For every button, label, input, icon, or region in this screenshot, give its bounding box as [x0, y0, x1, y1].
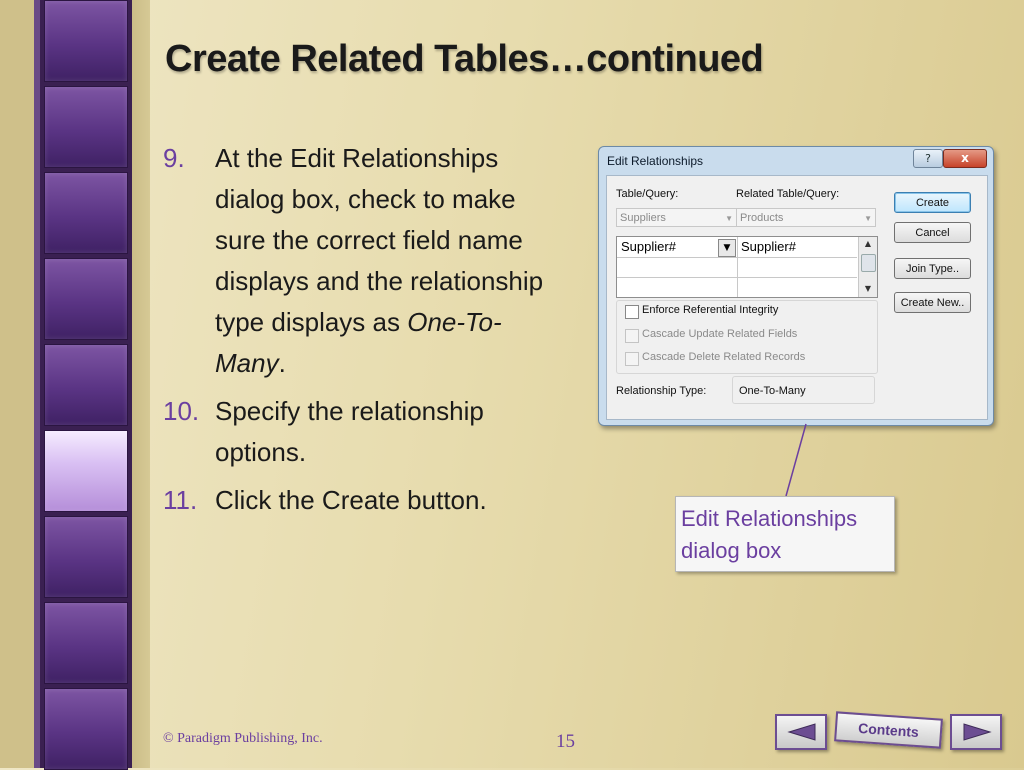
strip-cell — [44, 688, 128, 770]
cascade-update-label: Cascade Update Related Fields — [642, 328, 798, 340]
chevron-down-icon: ▼ — [725, 214, 733, 223]
cancel-button[interactable]: Cancel — [894, 222, 971, 243]
field-grid — [616, 236, 878, 298]
step-text: Specify the relationship options. — [215, 396, 484, 467]
strip-cell — [44, 258, 128, 340]
chevron-down-icon[interactable]: ▼ — [718, 239, 736, 257]
grid-divider — [737, 237, 738, 297]
close-button[interactable]: x — [943, 149, 987, 168]
step-text-part: At the Edit Relationships dialog box, check to make sure the correct field name displays and the relationship type displays as — [215, 143, 544, 337]
step-item — [163, 391, 563, 473]
scroll-up-icon[interactable]: ▲ — [864, 239, 872, 248]
step-item — [163, 138, 563, 384]
join-type-button[interactable]: Join Type.. — [894, 258, 971, 279]
triangle-left-icon — [785, 722, 817, 742]
page-number: 15 — [556, 731, 575, 752]
relationship-type-value: One-To-Many — [732, 376, 875, 404]
step-item — [163, 480, 563, 521]
grid-cell-left[interactable]: Supplier# — [621, 239, 676, 254]
scroll-down-icon[interactable]: ▼ — [864, 284, 872, 293]
edit-relationships-dialog — [598, 146, 994, 426]
step-number: 9. — [163, 143, 185, 173]
help-button[interactable]: ? — [913, 149, 943, 168]
callout-box: Edit Relationships dialog box — [675, 496, 895, 572]
copyright-text: © Paradigm Publishing, Inc. — [163, 731, 323, 746]
slide-title: Create Related Tables…continued — [165, 38, 764, 80]
callout-line — [786, 424, 806, 496]
chevron-down-icon: ▼ — [864, 214, 872, 223]
step-text — [215, 138, 563, 384]
step-list — [163, 138, 563, 528]
table-query-select[interactable] — [616, 208, 737, 227]
step-number: 10. — [163, 396, 200, 426]
grid-scrollbar[interactable] — [858, 237, 877, 297]
enforce-integrity-checkbox[interactable] — [625, 305, 639, 319]
left-film-strip — [0, 0, 150, 768]
strip-cell — [44, 516, 128, 598]
scroll-thumb[interactable] — [861, 254, 876, 272]
triangle-right-icon — [960, 722, 992, 742]
grid-divider — [617, 257, 857, 258]
related-table-label: Related Table/Query: — [736, 188, 840, 200]
related-table-select[interactable] — [736, 208, 876, 227]
step-number: 11. — [163, 485, 198, 515]
strip-cell — [44, 0, 128, 82]
next-slide-button[interactable] — [950, 714, 1002, 750]
dialog-body — [606, 175, 988, 420]
create-button[interactable]: Create — [894, 192, 971, 213]
strip-cell — [44, 86, 128, 168]
strip-cell — [44, 344, 128, 426]
relationship-type-label: Relationship Type: — [616, 385, 707, 397]
dialog-title: Edit Relationships — [607, 154, 704, 168]
step-text-part: . — [278, 348, 286, 378]
strip-cell-highlight — [44, 430, 128, 512]
previous-slide-button[interactable] — [775, 714, 827, 750]
grid-cell-right[interactable]: Supplier# — [741, 239, 796, 254]
table-query-label: Table/Query: — [616, 188, 679, 200]
integrity-options-group — [616, 300, 878, 374]
strip-cell — [44, 602, 128, 684]
contents-button[interactable]: Contents — [834, 711, 943, 748]
step-text-emphasis: One-To-Many — [215, 307, 502, 378]
cascade-update-checkbox[interactable] — [625, 329, 639, 343]
related-table-value: Products — [740, 212, 784, 224]
table-query-value: Suppliers — [620, 212, 666, 224]
create-new-button[interactable]: Create New.. — [894, 292, 971, 313]
cascade-delete-checkbox[interactable] — [625, 352, 639, 366]
grid-divider — [617, 277, 857, 278]
cascade-delete-label: Cascade Delete Related Records — [642, 351, 806, 363]
step-text: Click the Create button. — [215, 485, 487, 515]
enforce-integrity-label: Enforce Referential Integrity — [642, 304, 779, 316]
strip-cell — [44, 172, 128, 254]
